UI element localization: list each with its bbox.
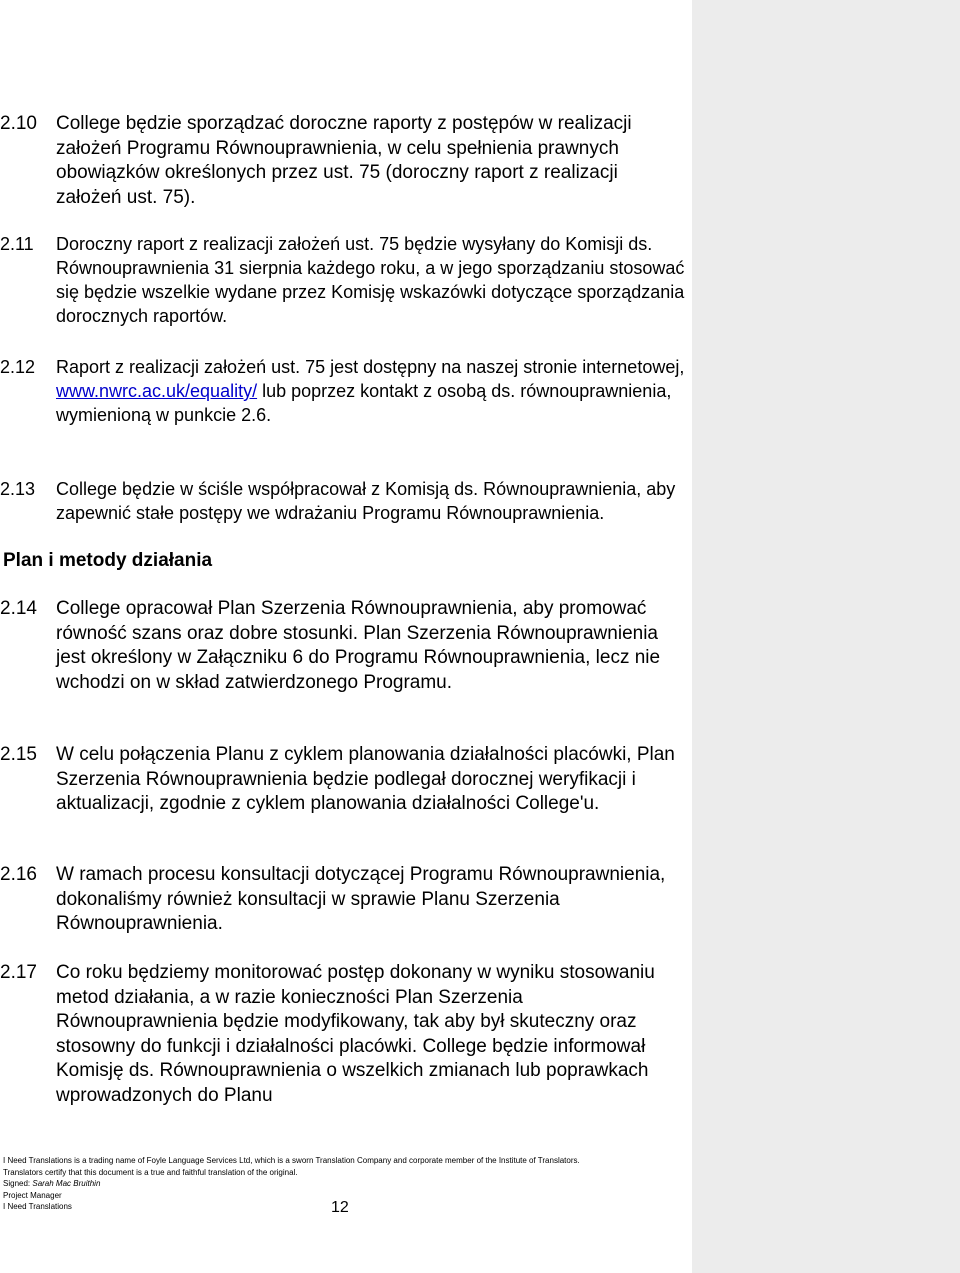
page-number: 12 xyxy=(331,1199,349,1216)
paragraph-2-17 xyxy=(0,961,690,1108)
equality-link[interactable]: www.nwrc.ac.uk/equality/ xyxy=(56,381,258,401)
section-heading: Plan i metody działania xyxy=(3,550,213,571)
paragraph-number: 2.11 xyxy=(0,234,34,254)
footer-line-1: I Need Translations is a trading name of Foyle Language Services Ltd, which is a sworn Translation Company and corporate member of the Institute of Translators. xyxy=(3,1156,580,1165)
paragraph-text: W ramach procesu konsultacji dotyczącej Programu Równouprawnienia, dokonaliśmy również konsultacji w sprawie Planu Szerzenia Równouprawnienia. xyxy=(56,864,666,934)
paragraph-number: 2.10 xyxy=(0,113,37,134)
paragraph-text: College opracował Plan Szerzenia Równouprawnienia, aby promować równość szans oraz dobre stosunki. Plan Szerzenia Równouprawnienia jest określony w Załączniku 6 do Programu Równouprawnienia, lecz nie wchodzi on w skład zatwierdzonego Programu. xyxy=(56,598,661,693)
paragraph-number: 2.16 xyxy=(0,864,37,885)
paragraph-number: 2.15 xyxy=(0,744,37,765)
paragraph-text-after: lub poprzez kontakt z osobą ds. równouprawnienia, wymienioną w punkcie 2.6. xyxy=(56,381,672,425)
paragraph-2-15 xyxy=(0,743,690,817)
paragraph-text-before: Raport z realizacji założeń ust. 75 jest dostępny na naszej stronie internetowej, xyxy=(56,357,685,377)
comment-margin-panel xyxy=(692,0,960,1273)
footer-signature: Signed: Sarah Mac Bruithin xyxy=(3,1179,101,1188)
paragraph-2-12 xyxy=(0,355,690,427)
paragraph-number: 2.12 xyxy=(0,357,36,377)
paragraph-2-11 xyxy=(0,232,690,328)
paragraph-text: Doroczny raport z realizacji założeń ust. 75 będzie wysyłany do Komisji ds. Równouprawnienia 31 sierpnia każdego roku, a w jego sporządzaniu stosować się będzie wszelkie wydane przez Komisję wskazówki dotyczące sporządzania dorocznych raportów. xyxy=(56,234,685,326)
paragraph-2-14 xyxy=(0,597,690,695)
paragraph-text: College będzie w ściśle współpracował z Komisją ds. Równouprawnienia, aby zapewnić stałe postępy we wdrażaniu Programu Równouprawnienia. xyxy=(56,479,676,523)
paragraph-number: 2.13 xyxy=(0,479,36,499)
paragraph-2-10 xyxy=(0,112,690,210)
paragraph-2-16 xyxy=(0,863,690,937)
footer-role: Project Manager xyxy=(3,1190,62,1200)
paragraph-number: 2.17 xyxy=(0,962,37,983)
paragraph-text xyxy=(56,355,690,427)
paragraph-number: 2.14 xyxy=(0,598,37,619)
footer-company: I Need Translations xyxy=(3,1202,72,1211)
footer-line-2: Translators certify that this document is a true and faithful translation of the original. xyxy=(3,1167,298,1177)
paragraph-text: College będzie sporządzać doroczne raporty z postępów w realizacji założeń Programu Równouprawnienia, w celu spełnienia prawnych obowiązków określonych przez ust. 75 (doroczny raport z realizacji założeń ust. 75). xyxy=(56,113,632,208)
paragraph-text: Co roku będziemy monitorować postęp dokonany w wyniku stosowaniu metod działania, a w razie konieczności Plan Szerzenia Równouprawnienia będzie modyfikowany, tak aby był skuteczny oraz stosowny do funkcji i działalności placówki. College będzie informował Komisję ds. Równouprawnienia o wszelkich zmianach lub poprawkach wprowadzonych do Planu xyxy=(56,962,655,1106)
paragraph-2-13 xyxy=(0,477,690,525)
signature-name: Sarah Mac Bruithin xyxy=(32,1179,101,1188)
paragraph-text: W celu połączenia Planu z cyklem planowania działalności placówki, Plan Szerzenia Równouprawnienia będzie podlegał dorocznej weryfikacji i aktualizacji, zgodnie z cyklem planowania działalności College'u. xyxy=(56,744,675,814)
